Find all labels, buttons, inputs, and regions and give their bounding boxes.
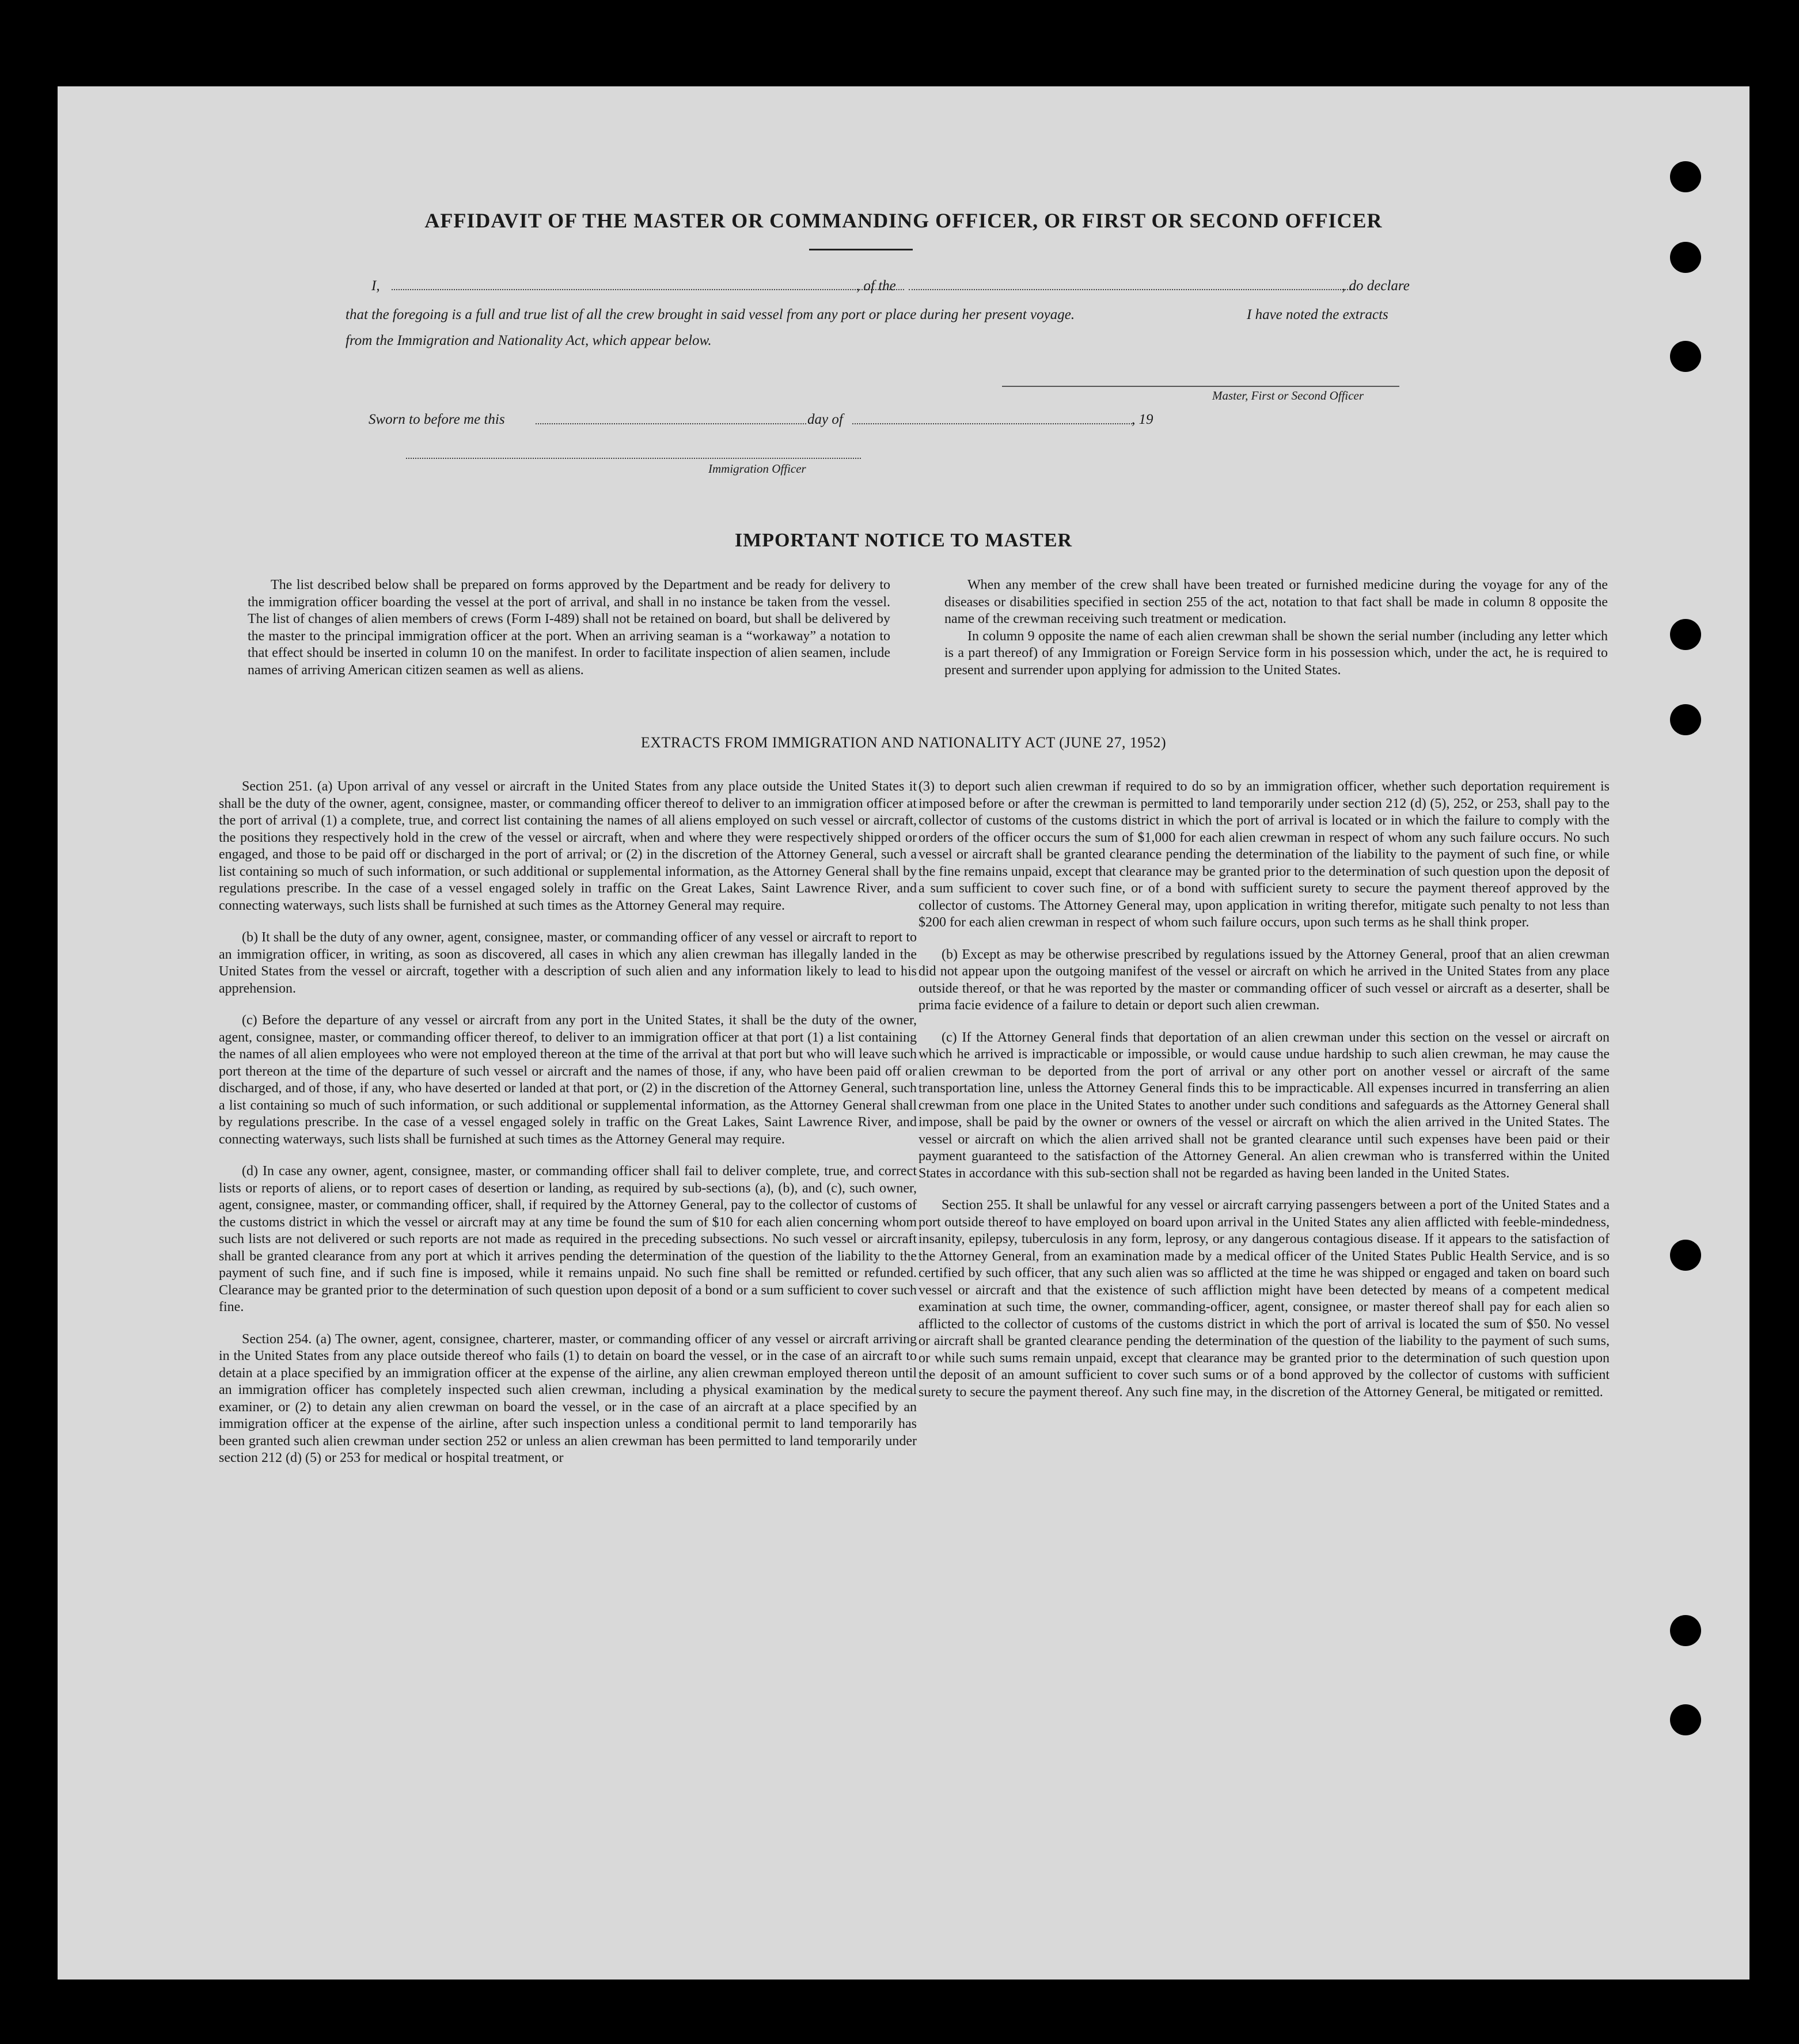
master-signature-field[interactable] xyxy=(1002,386,1399,387)
extract-paragraph: Section 254. (a) The owner, agent, consignee, charterer, master, or commanding officer of any vessel or aircraft arriving in the United States from any place outside thereof who fails (1) to detain on board the vessel, or in the case of an aircraft to detain at a place specified by an immigration officer at the expense of the airline, any alien crewman employed thereon until an immigration officer has completely inspected such alien crewman, including a physical examination by the medical examiner, or (2) to detain any alien crewman on board the vessel, or in the case of an aircraft at a place specified by an immigration officer at the expense of the airline, after such inspection unless a conditional permit to land temporarily has been granted such alien crewman under section 252 or unless an alien crewman has been permitted to land temporarily under section 212 (d) (5) or 253 for medical or hospital treatment, or xyxy=(219,1331,917,1465)
extracts-title: EXTRACTS FROM IMMIGRATION AND NATIONALITY ACT (JUNE 27, 1952) xyxy=(640,734,1167,751)
extracts-right-column xyxy=(919,778,1610,1416)
officer-label: Immigration Officer xyxy=(708,462,806,476)
extract-paragraph: Section 251. (a) Upon arrival of any vessel or aircraft in the United States from any place outside the United States it shall be the duty of the owner, agent, consignee, master, or commanding officer thereof to deliver to an immigration officer at the port of arrival (1) a complete, true, and correct list containing the names of all aliens employed on such vessel or aircraft, the positions they respectively hold in the crew of the vessel or aircraft, when and where they were respectively shipped or engaged, and those to be paid off or discharged in the port of arrival; or (2) in the discretion of the Attorney General, such a list containing so much of such information, or such additional or supplemental information, as the Attorney General shall by regulations prescribe. In the case of a vessel engaged solely in traffic on the Great Lakes, Saint Lawrence River, and connecting waterways, such lists shall be furnished at such times as the Attorney General may require. xyxy=(219,779,917,913)
affidavit-title: AFFIDAVIT OF THE MASTER OR COMMANDING OFFICER, OR FIRST OR SECOND OFFICER xyxy=(424,209,1383,232)
notice-title: IMPORTANT NOTICE TO MASTER xyxy=(734,530,1073,551)
vessel-field[interactable] xyxy=(909,289,1355,290)
extract-paragraph: (c) If the Attorney General finds that deportation of an alien crewman under this section on the vessel or aircraft on which he arrived is impracticable or impossible, or would cause undue hardship to such alien crewman, he may cause the alien crewman to be deported from the port of arrival or any other port on another vessel or aircraft of the same transportation line, unless the Attorney General finds this to be impracticable. All expenses incurred in transferring an alien crewman from one place in the United States to another under such conditions and safeguards as the Attorney General shall impose, shall be paid by the owner or owners of the vessel or aircraft on which the alien arrived in the United States. The vessel or aircraft on which the alien arrived shall not be granted clearance until such expenses have been paid or their payment guaranteed to the satisfaction of the Attorney General. An alien crewman who is transferred within the United States in accordance with this sub-section shall not be regarded as having been landed in the United States. xyxy=(919,1029,1610,1181)
document-page xyxy=(58,86,1749,1980)
extracts-left-column xyxy=(219,778,917,1482)
punch-hole xyxy=(1670,704,1701,735)
extract-paragraph: Section 255. It shall be unlawful for any vessel or aircraft carrying passengers between a port of the United States and a port outside thereof to have employed on board upon arrival in the United States any alien afflicted with feeble-mindedness, insanity, epilepsy, tuberculosis in any form, leprosy, or any dangerous contagious disease. If it appears to the satisfaction of the Attorney General, from an examination made by a medical officer of the United States Public Health Service, and is so certified by such officer, that any such alien was so afflicted at the time he was shipped or engaged and taken on board such vessel or aircraft and that the existence of such affliction might have been detected by means of a competent medical examination at such time, the owner, commanding-officer, agent, consignee, or master thereof shall pay for each alien so afflicted to the collector of customs of the customs district in which the port of arrival is located the sum of $50. No vessel or aircraft shall be granted clearance pending the determination of the question of the liability to the payment of such sums, or while such sums remain unpaid, except that clearance may be granted prior to the determination of such question upon the deposit of an amount sufficient to cover such sums or of a bond approved by the collector of customs with sufficient surety to secure the payment thereof. Any such fine may, in the discretion of the Attorney General, be mitigated or remitted. xyxy=(919,1198,1610,1400)
day-of-label: day of xyxy=(807,412,843,427)
extract-paragraph: (d) In case any owner, agent, consignee, master, or commanding officer shall fail to deliver complete, true, and correct lists or reports of aliens, or to report cases of desertion or landing, as required by sub-sections (a), (b), and (c), such owner, agent, consignee, master, or commanding officer, shall, if required by the Attorney General, pay to the collector of customs of the customs district in which the vessel or aircraft may at any time be found the sum of $10 for each alien concerning whom such lists are not delivered or such reports are not made as required in the preceding subsections. No such vessel or aircraft shall be granted clearance from any port at which it arrives pending the determination of the question of the liability to the payment of such fine, and if such fine is imposed, while it remains unpaid. No such fine shall be remitted or refunded. Clearance may be granted prior to the determination of such question upon deposit of a bond or a sum sufficient to cover such fine. xyxy=(219,1164,917,1314)
extract-paragraph: (3) to deport such alien crewman if required to do so by an immigration officer, whether such deportation requirement is imposed before or after the crewman is permitted to land temporarily under section 212 (d) (5), 252, or 253, shall pay to the collector of customs of the customs district in which the port of arrival is located or in which the failure to comply with the orders of the officer occurs the sum of $1,000 for each alien crewman in respect of whom any such failure occurs. No such vessel or aircraft shall be granted clearance pending the determination of the liability to the payment of such fine, or while the fine remains unpaid, except that clearance may be granted prior to the determination of such question upon the deposit of a sum sufficient to cover such fine, or of a bond with sufficient surety to secure the payment thereof approved by the collector of customs. The Attorney General may, upon application in writing therefor, mitigate such penalty to not less than $200 for each alien crewman in respect of whom such failure occurs, upon such terms as he shall think proper. xyxy=(919,779,1610,930)
notice-right-column xyxy=(944,577,1608,679)
extract-paragraph: (c) Before the departure of any vessel or aircraft from any port in the United States, it shall be the duty of the owner, agent, consignee, master, or commanding officer thereof, to deliver to an immigration officer at that port (1) a list containing the names of all alien employees who were not employed thereon at the time of the arrival at that port but who will leave such port thereon at the time of the departure of such vessel or aircraft and the names of those, if any, who have been paid off or discharged, and of those, if any, who have deserted or landed at that port, or (2) in the discretion of the Attorney General, such a list containing so much of such information, or such additional or supplemental information, as the Attorney General shall by regulations prescribe. In the case of a vessel engaged solely in traffic on the Great Lakes, Saint Lawrence River, and connecting waterways, such lists shall be furnished at such times as the Attorney General may require. xyxy=(219,1013,917,1147)
master-label: Master, First or Second Officer xyxy=(1212,389,1364,402)
extract-paragraph: (b) Except as may be otherwise prescribed by regulations issued by the Attorney General, proof that an alien crewman did not appear upon the outgoing manifest of the vessel or aircraft on which he arrived in the United States from any place outside thereof, or that he was reported by the master or commanding officer of such vessel or aircraft as a deserter, shall be prima facie evidence of a failure to detain or deport such alien crewman. xyxy=(919,947,1610,1013)
notice-paragraph: When any member of the crew shall have been treated or furnished medicine during the voyage for any of the diseases or disabilities specified in section 255 of the act, notation to that fact shall be made in column 8 opposite the name of the crewman receiving such treatment or medication. xyxy=(944,578,1608,626)
punch-hole xyxy=(1670,1704,1701,1735)
name-field[interactable] xyxy=(392,289,904,290)
do-declare-label: , do declare xyxy=(1342,278,1410,294)
sworn-label: Sworn to before me this xyxy=(369,412,505,427)
title-rule xyxy=(809,249,913,250)
notice-paragraph: The list described below shall be prepared on forms approved by the Department and be ready for delivery to the immigration officer boarding the vessel at the port of arrival, and shall in no instance be taken from the vessel. The list of changes of alien members of crews (Form I-489) shall not be retained on board, but shall be delivered by the master to the principal immigration officer at the port. When an arriving seaman is a “workaway” a notation to that effect should be inserted in column 10 on the manifest. In order to facilitate inspection of alien seamen, include names of arriving American citizen seamen as well as aliens. xyxy=(248,578,890,678)
sworn-day-field[interactable] xyxy=(536,423,806,424)
extract-paragraph: (b) It shall be the duty of any owner, agent, consignee, master, or commanding officer of any vessel or aircraft to report to an immigration officer, in writing, as soon as discovered, all cases in which any alien crewman has illegally landed in the United States from the vessel or aircraft, together with a description of such alien and any information likely to lead to his apprehension. xyxy=(219,930,917,996)
notice-paragraph: In column 9 opposite the name of each alien crewman shall be shown the serial number (including any letter which is a part thereof) of any Immigration or Foreign Service form in his possession which, under the act, he is required to present and surrender upon applying for admission to the United States. xyxy=(944,628,1608,678)
notice-left-column xyxy=(248,577,890,679)
punch-hole xyxy=(1670,242,1701,273)
officer-signature-field[interactable] xyxy=(406,458,861,459)
punch-hole xyxy=(1670,1615,1701,1646)
of-the-label: , of the xyxy=(856,278,896,294)
declaration-line-act: from the Immigration and Nationality Act, which appear below. xyxy=(346,333,712,348)
punch-hole xyxy=(1670,619,1701,650)
punch-hole xyxy=(1670,161,1701,192)
declaration-line: that the foregoing is a full and true list of all the crew brought in said vessel from any port or place during her present voyage. xyxy=(346,307,1075,322)
i-label: I, xyxy=(371,278,380,294)
punch-hole xyxy=(1670,341,1701,372)
punch-hole xyxy=(1670,1240,1701,1271)
sworn-month-field[interactable] xyxy=(852,423,1134,424)
year-label: , 19 xyxy=(1132,412,1153,427)
declaration-line-extracts: I have noted the extracts xyxy=(1247,307,1388,322)
